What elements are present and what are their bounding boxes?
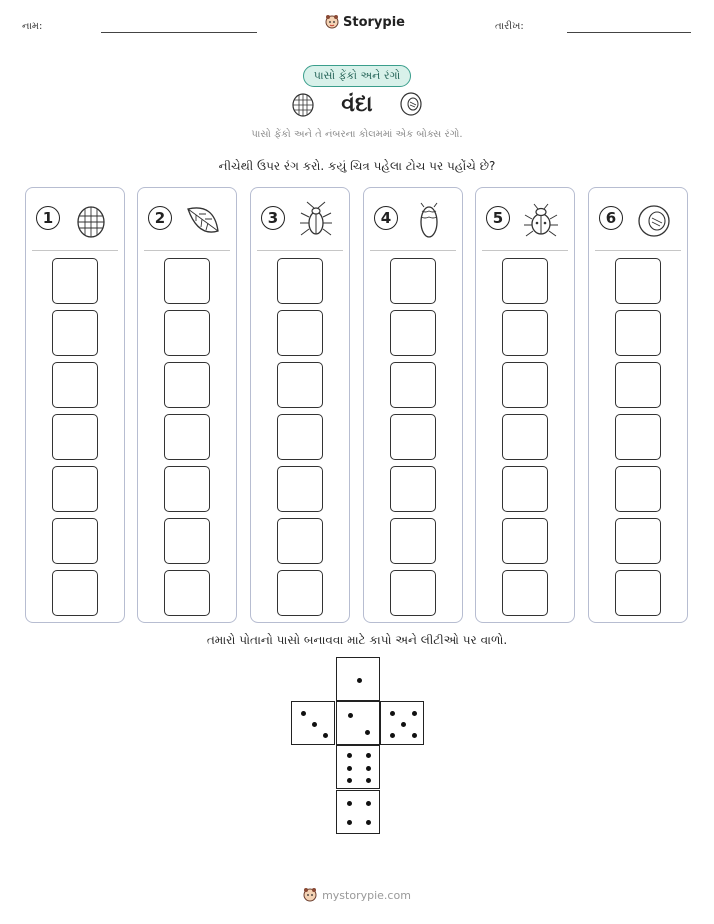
column-4 [363,187,463,623]
column-divider [144,250,230,251]
column-divider [32,250,118,251]
footer [303,887,411,903]
color-box[interactable] [164,466,210,512]
color-box[interactable] [277,466,323,512]
color-box[interactable] [615,362,661,408]
die-pip [312,722,317,727]
color-box[interactable] [615,518,661,564]
color-box[interactable] [164,258,210,304]
cockroach-icon [297,201,335,239]
die-pip [412,711,417,716]
coloring-instruction: નીચેથી ઉપર રંગ કરો. કયું ચિત્ર પહેલા ટોચ પર પહોંચે છે? [218,159,496,173]
footer-site: mystorypie.com [322,888,411,902]
die-pip [366,753,371,758]
die-face-6 [336,745,380,789]
color-box[interactable] [52,362,98,408]
column-divider [370,250,456,251]
die-pip [323,733,328,738]
cockroach-egg-case-icon [72,201,110,239]
color-box[interactable] [502,518,548,564]
column-divider [257,250,343,251]
die-face-3 [291,701,335,745]
color-box[interactable] [615,414,661,460]
storypie-mascot-icon [325,14,339,30]
column-header [26,188,124,250]
color-box[interactable] [390,466,436,512]
color-box[interactable] [52,466,98,512]
die-pip [390,733,395,738]
storypie-mascot-icon [303,887,317,903]
die-face-5 [380,701,424,745]
color-box[interactable] [615,258,661,304]
die-pip [347,801,352,806]
column-header [476,188,574,250]
color-box[interactable] [502,414,548,460]
die-face-2 [336,701,380,745]
die-pip [366,778,371,783]
egg-case-side-icon [399,91,423,117]
column-3 [250,187,350,623]
color-box[interactable] [164,362,210,408]
color-box[interactable] [277,570,323,616]
color-box[interactable] [615,570,661,616]
date-field-line[interactable] [567,32,691,33]
color-box[interactable] [52,310,98,356]
column-6 [588,187,688,623]
page-title: વંદા [341,91,373,117]
color-box[interactable] [615,466,661,512]
die-pip [401,722,406,727]
die-pip [390,711,395,716]
die-pip [366,820,371,825]
color-box[interactable] [277,258,323,304]
color-box[interactable] [277,362,323,408]
name-field-line[interactable] [101,32,257,33]
brand-logo [325,14,405,30]
column-number: 4 [374,206,398,230]
die-pip [347,753,352,758]
column-header [138,188,236,250]
color-box[interactable] [390,258,436,304]
column-header [251,188,349,250]
column-header [364,188,462,250]
die-instruction: તમારો પોતાનો પાસો બનાવવા માટે કાપો અને લીટીઓ પર વાળો. [206,633,508,647]
color-box[interactable] [390,414,436,460]
color-box[interactable] [52,518,98,564]
color-box[interactable] [502,570,548,616]
die-pip [348,713,353,718]
color-box[interactable] [615,310,661,356]
color-box[interactable] [390,518,436,564]
column-header [589,188,687,250]
die-pip [357,678,362,683]
column-number: 1 [36,206,60,230]
color-box[interactable] [52,570,98,616]
column-number: 2 [148,206,172,230]
column-divider [482,250,568,251]
color-box[interactable] [390,362,436,408]
color-box[interactable] [502,310,548,356]
die-pip [347,766,352,771]
die-pip [347,778,352,783]
leaf-icon [184,201,222,239]
color-box[interactable] [164,518,210,564]
color-box[interactable] [164,414,210,460]
color-box[interactable] [277,518,323,564]
column-number: 6 [599,206,623,230]
column-number: 3 [261,206,285,230]
color-box[interactable] [277,310,323,356]
color-box[interactable] [390,310,436,356]
cockroach-nymph-icon [410,201,448,239]
die-pip [366,766,371,771]
color-box[interactable] [164,570,210,616]
die-pip [365,730,370,735]
column-1 [25,187,125,623]
date-label: તારીખ: [495,21,524,32]
beetle-icon [522,201,560,239]
color-box[interactable] [502,362,548,408]
color-box[interactable] [502,258,548,304]
activity-subtitle: પાસો ફેંકો અને તે નંબરના કોલમમાં એક બોક્સ રંગો. [251,129,463,140]
column-number: 5 [486,206,510,230]
color-box[interactable] [52,258,98,304]
egg-case-side-icon [635,201,673,239]
die-face-4 [336,790,380,834]
cockroach-egg-case-icon [291,90,315,118]
die-pip [412,733,417,738]
color-box[interactable] [390,570,436,616]
color-box[interactable] [502,466,548,512]
brand-name: Storypie [343,14,405,30]
column-5 [475,187,575,623]
die-pip [366,801,371,806]
column-2 [137,187,237,623]
die-face-1 [336,657,380,701]
activity-tag: પાસો ફેંકો અને રંગો [303,65,412,87]
column-divider [595,250,681,251]
color-box[interactable] [164,310,210,356]
die-pip [301,711,306,716]
color-box[interactable] [277,414,323,460]
color-box[interactable] [52,414,98,460]
name-label: નામ: [22,21,43,32]
die-pip [347,820,352,825]
